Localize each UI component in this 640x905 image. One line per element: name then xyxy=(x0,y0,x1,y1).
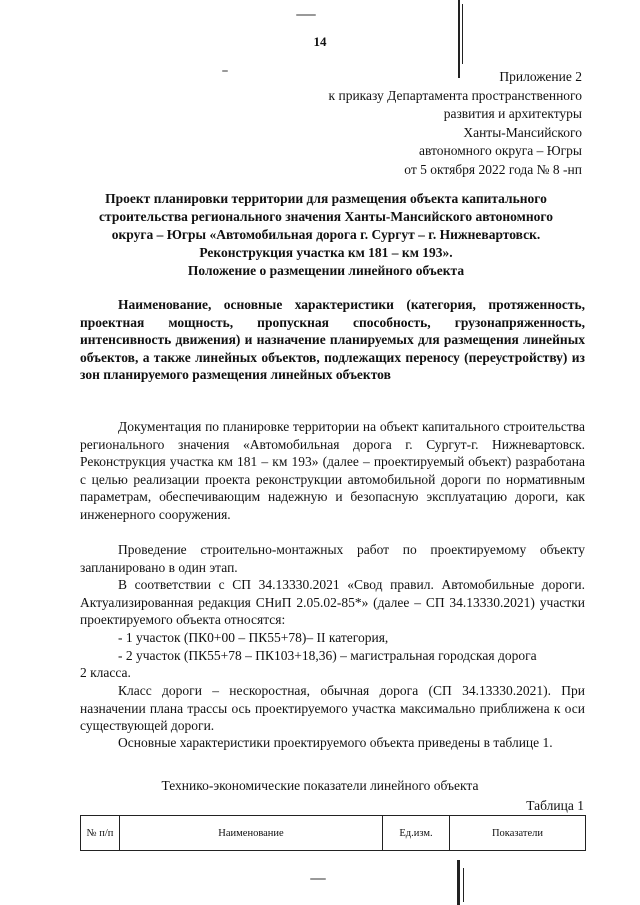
body-paragraph: В соответствии с СП 34.13330.2021 «Свод правил. Автомобильные дороги. Актуализированная редакция СНиП 2.05.02-85*» (далее – СП 34.13330.2021) участки проектируемого объекта относятся: xyxy=(80,577,585,627)
title-line: строительства регионального значения Ханты-Мансийского автономного xyxy=(99,209,553,224)
table-label: Таблица 1 xyxy=(526,798,584,813)
scan-speck xyxy=(310,878,326,880)
title-line: Положение о размещении линейного объекта xyxy=(187,263,465,278)
appendix-line: Приложение 2 xyxy=(499,69,582,84)
list-item-continuation: 2 класса. xyxy=(80,665,131,680)
body-paragraph: Класс дороги – нескоростная, обычная дорога (СП 34.13330.2021). При назначении плана трассы ось проектируемого участка максимально приближена к оси существующей дороги. xyxy=(80,683,585,733)
indicators-table xyxy=(80,815,586,851)
appendix-line: развития и архитектуры xyxy=(443,106,582,121)
table-header-row xyxy=(81,816,586,851)
body-paragraph: Документация по планировке территории на объект капитального строительства регионального значения «Автомобильная дорога г. Сургут-г. Нижневартовск. Реконструкция участка км 181 – км 193» (далее – проектируемый объект) разработана с целью реализации проекта реконструкции автомобильной дороги по нормативным параметрам, обеспечивающим надежную и безопасную эксплуатацию дороги, как инженерного сооружения. xyxy=(80,419,585,522)
appendix-line: к приказу Департамента пространственного xyxy=(328,87,582,103)
body-paragraph: Проведение строительно-монтажных работ по проектируемому объекту запланировано в один этап. xyxy=(80,542,585,575)
body-paragraph: Основные характеристики проектируемого объекта приведены в таблице 1. xyxy=(118,735,553,750)
appendix-header xyxy=(329,68,582,179)
list-item: - 2 участок (ПК55+78 – ПК103+18,36) – магистральная городская дорога xyxy=(118,648,537,663)
scan-speck xyxy=(222,70,228,72)
appendix-line: автономного округа – Югры xyxy=(419,143,582,158)
section-heading: Наименование, основные характеристики (категория, протяженность, проектная мощность, пропускная способность, грузонапряженность, интенсивность движения) и назначение планируемых для размещения линейных объектов, а также линейных объектов, подлежащих переносу (переустройству) из зон планируемого размещения линейных объектов xyxy=(80,297,585,382)
table-header-cell: Наименование xyxy=(120,816,383,851)
scan-speck xyxy=(296,14,316,16)
table-header-cell: Ед.изм. xyxy=(383,816,450,851)
table-header-cell: Показатели xyxy=(450,816,586,851)
list-item: - 1 участок (ПК0+00 – ПК55+78)– II категория, xyxy=(118,630,389,645)
table-title: Технико-экономические показатели линейного объекта xyxy=(161,778,479,793)
table-header-cell: № п/п xyxy=(81,816,120,851)
document-title xyxy=(70,190,582,280)
scan-edge-line xyxy=(457,860,460,905)
title-line: Реконструкция участка км 181 – км 193». xyxy=(199,245,453,260)
title-line: округа – Югры «Автомобильная дорога г. Сургут – г. Нижневартовск. xyxy=(111,227,541,242)
scan-edge-line xyxy=(463,868,464,902)
appendix-line: от 5 октября 2022 года № 8 -нп xyxy=(404,161,582,177)
page-number: 14 xyxy=(313,34,327,49)
appendix-line: Ханты-Мансийского xyxy=(463,124,582,140)
title-line: Проект планировки территории для размещения объекта капитального xyxy=(105,191,547,206)
